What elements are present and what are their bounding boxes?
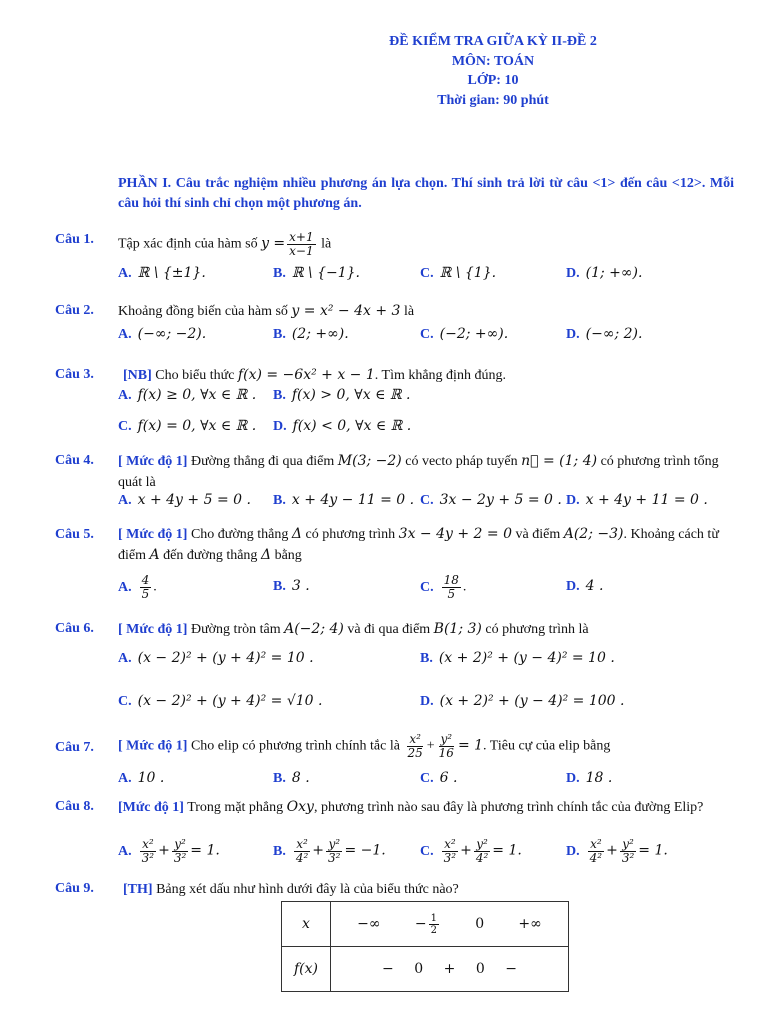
option-a[interactable]: A. f(x) ≥ 0, ∀x ∈ ℝ . xyxy=(118,387,257,403)
option-a[interactable]: A. $\frac{\text{x²}}{\text{3²}}$ + $\frac{\text{y²}}{\text{3²}}$ = 1. xyxy=(118,837,220,865)
option-b[interactable]: B. 3 . xyxy=(273,578,310,594)
fraction: $\frac{\text{y²}}{16}$ xyxy=(438,732,454,760)
sign-table-x-row: −∞ − $\frac{1}{2}$ 0 +∞ xyxy=(331,902,569,947)
question-number: Câu 3. xyxy=(55,367,94,382)
question-stem: [Mức độ 1] Trong mặt phẳng Oxy, phương trình nào sau đây là phương trình chính tắc của đường Elip? xyxy=(118,799,704,815)
option-d[interactable]: D. $\frac{\text{x²}}{\text{4²}}$ + $\frac{\text{y²}}{\text{3²}}$ = 1. xyxy=(566,837,668,865)
exam-header xyxy=(380,32,606,110)
option-c[interactable]: C. 6 . xyxy=(420,770,458,786)
option-d[interactable]: D. 18 . xyxy=(566,770,613,786)
fraction: $\frac{\text{x²}}{25}$ xyxy=(407,732,423,760)
question-stem: [ Mức độ 1] Cho đường thẳng Δ có phương trình 3x − 4y + 2 = 0 và điểm A(2; −3). Khoảng cách từ điểm A đến đường thẳng Δ bằng xyxy=(118,526,719,563)
exam-grade: LỚP: 10 xyxy=(467,73,519,88)
option-d[interactable]: D. (1; +∞). xyxy=(566,265,643,281)
option-c[interactable]: C. (−2; +∞). xyxy=(420,326,509,342)
question-number: Câu 9. xyxy=(55,881,94,896)
option-b[interactable]: B. $\frac{\text{x²}}{\text{4²}}$ + $\frac{\text{y²}}{\text{3²}}$ = −1. xyxy=(273,837,386,865)
option-b[interactable]: B. ℝ \ {−1}. xyxy=(273,265,360,281)
option-a[interactable]: A. (−∞; −2). xyxy=(118,326,207,342)
option-d[interactable]: D. 4 . xyxy=(566,578,604,594)
fraction: $\frac{x+1}{x-1}$ xyxy=(289,230,314,258)
question-number: Câu 4. xyxy=(55,453,94,468)
option-c[interactable]: C. ℝ \ {1}. xyxy=(420,265,497,281)
option-b[interactable]: B. (2; +∞). xyxy=(273,326,349,342)
fraction: $\frac{18}{5}$ xyxy=(443,573,459,601)
option-d[interactable]: D. x + 4y + 11 = 0 . xyxy=(566,492,708,508)
option-c[interactable]: C. (x − 2)² + (y + 4)² = √10 . xyxy=(118,693,323,709)
option-b[interactable]: B. f(x) > 0, ∀x ∈ ℝ . xyxy=(273,387,411,403)
sign-table-f-row: − 0 + 0 − xyxy=(331,947,569,992)
question-stem: [ Mức độ 1] Đường thẳng đi qua điểm M(3; −2) có vecto pháp tuyến n⃗ = (1; 4) có phương trình tổng quát là xyxy=(118,453,719,490)
sign-table-f-header: f(x) xyxy=(282,947,331,992)
option-a[interactable]: A. ℝ \ {±1}. xyxy=(118,265,206,281)
option-b[interactable]: B. x + 4y − 11 = 0 . xyxy=(273,492,415,508)
question-number: Câu 7. xyxy=(55,740,94,755)
question-number: Câu 6. xyxy=(55,621,94,636)
option-d[interactable]: D. f(x) < 0, ∀x ∈ ℝ . xyxy=(273,418,412,434)
question-stem: Khoảng đồng biến của hàm số y = x² − 4x + 3 là xyxy=(118,303,415,319)
exam-title: ĐỀ KIỂM TRA GIỮA KỲ II-ĐỀ 2 xyxy=(389,34,597,49)
option-b[interactable]: B. 8 . xyxy=(273,770,310,786)
option-c[interactable]: C. $\frac{18}{5}$ . xyxy=(420,573,467,601)
part-1-instructions: PHẦN I. Câu trắc nghiệm nhiều phương án lựa chọn. Thí sinh trả lời từ câu <1> đến câu <12>. Mỗi câu hỏi thí sinh chỉ chọn một phương án. xyxy=(118,176,734,211)
option-a[interactable]: A. x + 4y + 5 = 0 . xyxy=(118,492,251,508)
option-c[interactable]: C. $\frac{\text{x²}}{\text{3²}}$ + $\frac{\text{y²}}{\text{4²}}$ = 1. xyxy=(420,837,522,865)
option-d[interactable]: D. (−∞; 2). xyxy=(566,326,643,342)
sign-table xyxy=(281,901,569,992)
option-b[interactable]: B. (x + 2)² + (y − 4)² = 10 . xyxy=(420,650,615,666)
question-number: Câu 1. xyxy=(55,232,94,247)
question-stem: Tập xác định của hàm số y = $\frac{x+1}{x-1}$ là xyxy=(118,230,332,258)
option-a[interactable]: A. (x − 2)² + (y + 4)² = 10 . xyxy=(118,650,314,666)
exam-subject: MÔN: TOÁN xyxy=(451,53,535,69)
sign-table-x-header: x xyxy=(282,902,331,947)
question-stem: [ Mức độ 1] Cho elip có phương trình chính tắc là $\frac{\text{x²}}{25}$ + $\frac{\text{y²}}{16}$ = 1. Tiêu cự của elip bằng xyxy=(118,732,611,760)
question-stem: [TH] Bảng xét dấu như hình dưới đây là của biểu thức nào? xyxy=(123,882,459,897)
exam-time: Thời gian: 90 phút xyxy=(437,92,549,108)
question-number: Câu 8. xyxy=(55,799,94,814)
question-stem: [NB] Cho biểu thức f(x) = −6x² + x − 1. Tìm khẳng định đúng. xyxy=(123,367,506,383)
question-number: Câu 5. xyxy=(55,527,94,542)
question-stem: [ Mức độ 1] Đường tròn tâm A(−2; 4) và đi qua điểm B(1; 3) có phương trình là xyxy=(118,621,589,637)
option-a[interactable]: A. $\frac{4}{5}$ . xyxy=(118,573,157,601)
option-c[interactable]: C. f(x) = 0, ∀x ∈ ℝ . xyxy=(118,418,257,434)
option-a[interactable]: A. 10 . xyxy=(118,770,165,786)
option-d[interactable]: D. (x + 2)² + (y − 4)² = 100 . xyxy=(420,693,625,709)
option-c[interactable]: C. 3x − 2y + 5 = 0 . xyxy=(420,492,562,508)
question-number: Câu 2. xyxy=(55,303,94,318)
fraction: $\frac{4}{5}$ xyxy=(141,573,150,601)
